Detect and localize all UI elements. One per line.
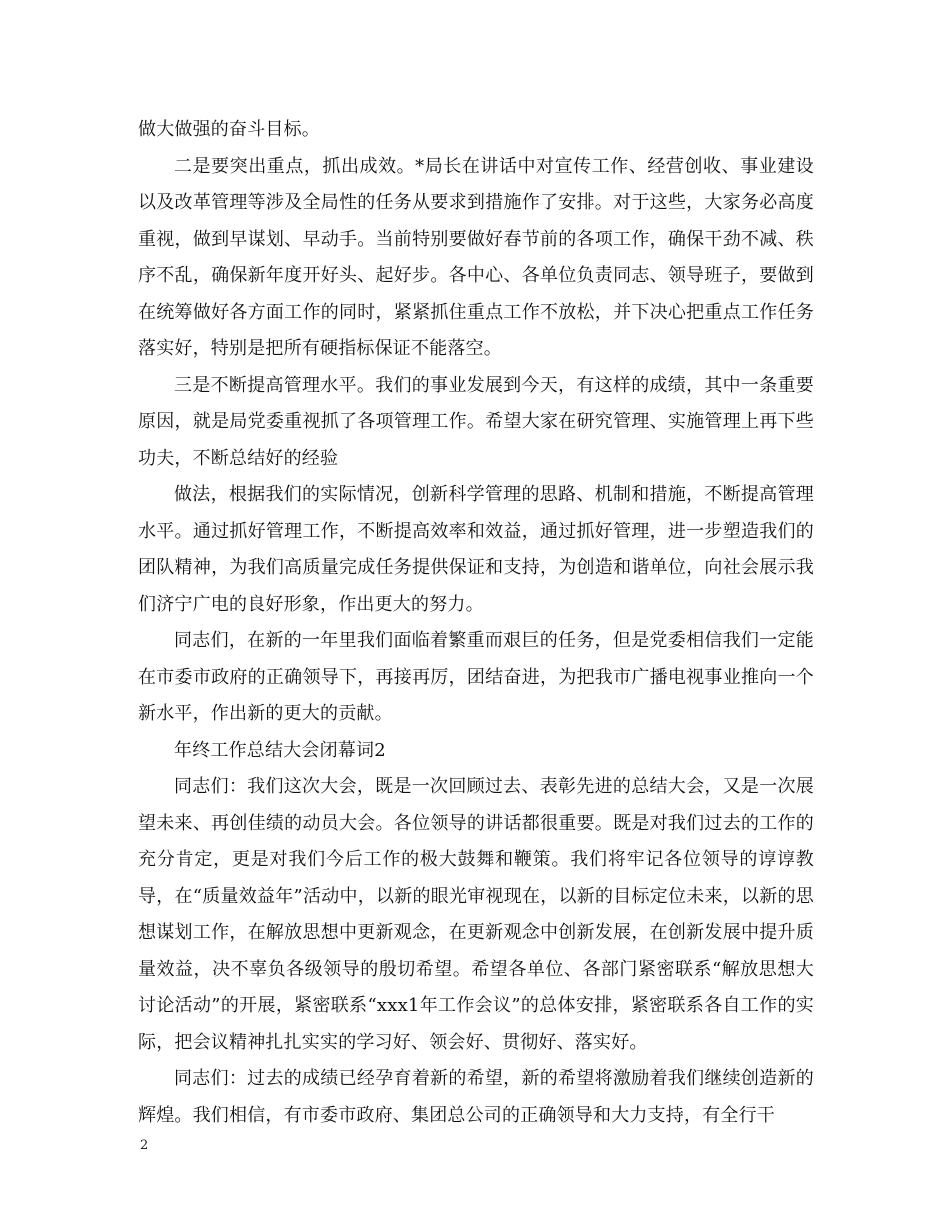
paragraph-4: 做法，根据我们的实际情况，创新科学管理的思路、机制和措施，不断提高管理水平。通过抓好管理工作，不断提高效率和效益，通过抓好管理，进一步塑造我们的团队精神，为我们高质量完成任务提供保证和支持，为创造和谐单位，向社会展示我们济宁广电的良好形象，作出更大的努力。	[138, 484, 814, 615]
section-heading: 年终工作总结大会闭幕词2	[174, 739, 386, 761]
paragraph-2: 二是要突出重点，抓出成效。*局长在讲话中对宣传工作、经营创收、事业建设以及改革管理等涉及全局性的任务从要求到措施作了安排。对于这些，大家务必高度重视，做到早谋划、早动手。当前特别要做好春节前的各项工作，确保干劲不减、秩序不乱，确保新年度开好头、起好步。各中心、各单位负责同志、领导班子，要做到在统筹做好各方面工作的同时，紧紧抓住重点工作不放松，并下决心把重点工作任务落实好，特别是把所有硬指标保证不能落空。	[138, 155, 814, 359]
paragraph-3: 三是不断提高管理水平。我们的事业发展到今天，有这样的成绩，其中一条重要原因，就是局党委重视抓了各项管理工作。希望大家在研究管理、实施管理上再下些功夫，不断总结好的经验	[138, 374, 814, 469]
paragraph-6: 同志们：我们这次大会，既是一次回顾过去、表彰先进的总结大会，又是一次展望未来、再创佳绩的动员大会。各位领导的讲话都很重要。既是对我们过去的工作的充分肯定，更是对我们今后工作的极大鼓舞和鞭策。我们将牢记各位领导的谆谆教导，在“质量效益年”活动中，以新的眼光审视现在，以新的目标定位未来，以新的思想谋划工作，在解放思想中更新观念，在更新观念中创新发展，在创新发展中提升质量效益，决不辜负各级领导的殷切希望。希望各单位、各部门紧密联系“解放思想大讨论活动”的开展，紧密联系“xxx1年工作会议”的总体安排，紧密联系各自工作的实际，把会议精神扎扎实实的学习好、领会好、贯彻好、落实好。	[138, 776, 814, 1053]
paragraph-5: 同志们，在新的一年里我们面临着繁重而艰巨的任务，但是党委相信我们一定能在市委市政府的正确领导下，再接再厉，团结奋进，为把我市广播电视事业推向一个新水平，作出新的更大的贡献。	[138, 630, 814, 724]
paragraph-7: 同志们：过去的成绩已经孕育着新的希望，新的希望将激励着我们继续创造新的辉煌。我们相信，有市委市政府、集团总公司的正确领导和大力支持，有全行干	[138, 1068, 814, 1126]
paragraph-1: 做大做强的奋斗目标。	[138, 119, 320, 140]
document-body	[138, 112, 814, 1134]
page-number: 2	[140, 1138, 149, 1153]
